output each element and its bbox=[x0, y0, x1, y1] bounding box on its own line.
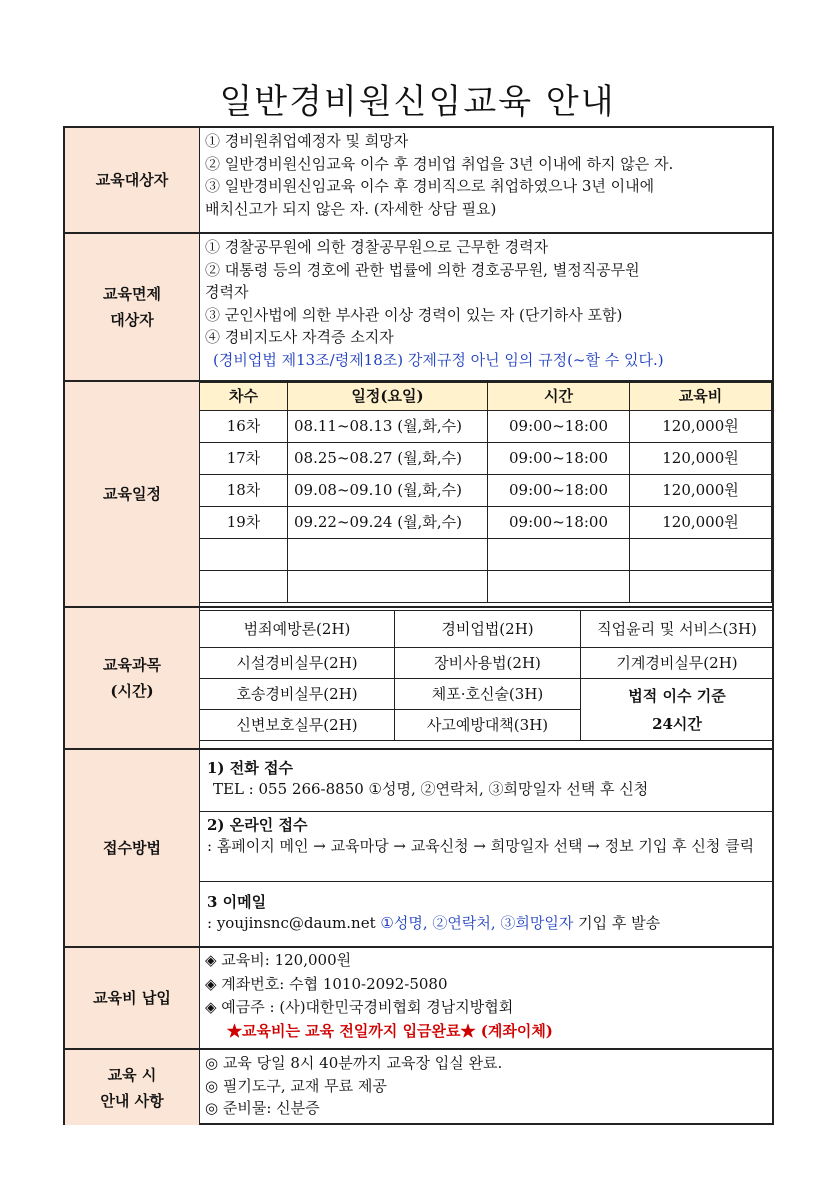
notice-section bbox=[65, 1048, 772, 1125]
schedule-content bbox=[199, 382, 772, 606]
schedule-empty-row bbox=[200, 539, 772, 571]
schedule-row bbox=[200, 507, 772, 539]
schedule-header-row bbox=[200, 383, 772, 411]
exempt-line: ① 경찰공무원에 의한 경찰공무원으로 근무한 경력자 bbox=[205, 238, 549, 256]
subject-cell: 호송경비실무(2H) bbox=[199, 678, 395, 710]
notice-line: ◎ 필기도구, 교재 무료 제공 bbox=[205, 1076, 387, 1095]
legal-requirement bbox=[580, 678, 774, 741]
schedule-section bbox=[65, 380, 772, 606]
schedule-cell: 17차 bbox=[200, 443, 288, 475]
schedule-cell: 08.11~08.13 (월,화,수) bbox=[288, 411, 488, 443]
exempt-line: ③ 군인사법에 의한 부사관 이상 경력이 있는 자 (단기하사 포함) bbox=[205, 305, 623, 324]
schedule-cell: 120,000원 bbox=[630, 443, 772, 475]
apply-phone bbox=[199, 750, 772, 812]
subject-cell: 경비업법(2H) bbox=[394, 610, 581, 648]
notice-label-line1: 교육 시 bbox=[107, 1065, 157, 1084]
exempt-section bbox=[65, 232, 772, 380]
exempt-note: (경비업법 제13조/령제18조) 강제규정 아닌 임의 규정(~할 수 있다.) bbox=[213, 350, 664, 369]
target-line: 배치신고가 되지 않은 자. (자세한 상담 필요) bbox=[205, 199, 497, 218]
subjects-content bbox=[199, 608, 772, 748]
subjects-label-line2: (시간) bbox=[110, 682, 154, 700]
info-table bbox=[63, 126, 774, 1125]
schedule-cell: 120,000원 bbox=[630, 475, 772, 507]
apply-email-address: : youjinsnc@daum.net bbox=[207, 914, 376, 932]
apply-email bbox=[199, 882, 772, 948]
apply-online bbox=[199, 812, 772, 882]
subject-cell: 신변보호실무(2H) bbox=[199, 709, 395, 741]
page-title: 일반경비원신임교육 안내 bbox=[219, 82, 616, 122]
exempt-label-line2: 대상자 bbox=[110, 311, 154, 329]
target-label: 교육대상자 bbox=[65, 128, 200, 232]
apply-phone-title: 1) 전화 접수 bbox=[207, 759, 293, 777]
apply-email-fields: ①성명, ②연락처, ③희망일자 bbox=[380, 914, 574, 932]
subject-cell: 기계경비실무(2H) bbox=[580, 647, 774, 679]
schedule-cell: 09:00~18:00 bbox=[488, 443, 630, 475]
exempt-line: 경력자 bbox=[205, 283, 249, 301]
subject-cell: 시설경비실무(2H) bbox=[199, 647, 395, 679]
subject-cell: 직업윤리 및 서비스(3H) bbox=[580, 610, 774, 648]
exempt-line: ② 대통령 등의 경호에 관한 법률에 의한 경호공무원, 별정직공무원 bbox=[205, 260, 640, 279]
notice-label bbox=[65, 1050, 200, 1125]
subject-cell: 사고예방대책(3H) bbox=[394, 709, 581, 741]
legal-requirement-line2: 24시간 bbox=[652, 714, 702, 733]
schedule-label: 교육일정 bbox=[65, 382, 200, 606]
schedule-cell: 09:00~18:00 bbox=[488, 411, 630, 443]
payment-section bbox=[65, 946, 772, 1048]
schedule-header: 시간 bbox=[488, 383, 630, 411]
schedule-row bbox=[200, 475, 772, 507]
exempt-label bbox=[65, 234, 200, 380]
apply-email-title: 3 이메일 bbox=[207, 893, 267, 911]
exempt-line: ④ 경비지도사 자격증 소지자 bbox=[205, 328, 394, 346]
subjects-section bbox=[65, 606, 772, 748]
schedule-cell: 18차 bbox=[200, 475, 288, 507]
apply-phone-text: TEL : 055 266-8850 ①성명, ②연락처, ③희망일자 선택 후 신청 bbox=[213, 780, 649, 798]
payment-warning: ★교육비는 교육 전일까지 입금완료★ (계좌이체) bbox=[227, 1021, 553, 1040]
schedule-table bbox=[199, 382, 772, 603]
apply-label: 접수방법 bbox=[65, 750, 200, 946]
apply-email-suffix: 기입 후 발송 bbox=[578, 914, 661, 932]
schedule-empty-row bbox=[200, 571, 772, 603]
target-section bbox=[65, 128, 772, 232]
schedule-cell: 08.25~08.27 (월,화,수) bbox=[288, 443, 488, 475]
schedule-cell: 19차 bbox=[200, 507, 288, 539]
notice-content bbox=[199, 1050, 772, 1125]
payment-account: ◈ 계좌번호: 수협 1010-2092-5080 bbox=[205, 974, 448, 993]
notice-line: ◎ 준비물: 신분증 bbox=[205, 1099, 320, 1117]
schedule-cell: 09:00~18:00 bbox=[488, 507, 630, 539]
apply-section bbox=[65, 748, 772, 946]
payment-label: 교육비 납입 bbox=[65, 948, 200, 1048]
notice-line: ◎ 교육 당일 8시 40분까지 교육장 입실 완료. bbox=[205, 1054, 503, 1072]
schedule-header: 일정(요일) bbox=[288, 383, 488, 411]
target-line: ② 일반경비원신임교육 이수 후 경비업 취업을 3년 이내에 하지 않은 자. bbox=[205, 154, 674, 173]
schedule-header: 차수 bbox=[200, 383, 288, 411]
exempt-label-line1: 교육면제 bbox=[103, 285, 161, 303]
apply-online-title: 2) 온라인 접수 bbox=[207, 816, 308, 834]
payment-fee: ◈ 교육비: 120,000원 bbox=[205, 951, 352, 969]
apply-content bbox=[199, 750, 772, 946]
target-line: ③ 일반경비원신임교육 이수 후 경비직으로 취업하였으나 3년 이내에 bbox=[205, 177, 655, 195]
subjects-grid bbox=[199, 608, 772, 748]
schedule-header: 교육비 bbox=[630, 383, 772, 411]
payment-holder: ◈ 예금주 : (사)대한민국경비협회 경남지방협회 bbox=[205, 998, 514, 1016]
subjects-label bbox=[65, 608, 200, 748]
schedule-row bbox=[200, 411, 772, 443]
target-line: ① 경비원취업예정자 및 희망자 bbox=[205, 132, 409, 150]
apply-online-text: : 홈페이지 메인 → 교육마당 → 교육신청 → 희망일자 선택 → 정보 기입 후 신청 클릭 bbox=[207, 837, 755, 855]
subject-cell: 범죄예방론(2H) bbox=[199, 610, 395, 648]
schedule-cell: 09.22~09.24 (월,화,수) bbox=[288, 507, 488, 539]
schedule-cell: 16차 bbox=[200, 411, 288, 443]
target-content bbox=[199, 128, 772, 232]
schedule-cell: 09.08~09.10 (월,화,수) bbox=[288, 475, 488, 507]
notice-label-line2: 안내 사항 bbox=[100, 1091, 164, 1110]
legal-requirement-line1: 법적 이수 기준 bbox=[628, 686, 726, 705]
exempt-content bbox=[199, 234, 772, 380]
subject-cell: 장비사용법(2H) bbox=[394, 647, 581, 679]
payment-content bbox=[199, 948, 772, 1048]
subjects-label-line1: 교육과목 bbox=[103, 656, 161, 674]
subject-cell: 체포·호신술(3H) bbox=[394, 678, 581, 710]
schedule-row bbox=[200, 443, 772, 475]
schedule-cell: 09:00~18:00 bbox=[488, 475, 630, 507]
schedule-cell: 120,000원 bbox=[630, 507, 772, 539]
schedule-cell: 120,000원 bbox=[630, 411, 772, 443]
